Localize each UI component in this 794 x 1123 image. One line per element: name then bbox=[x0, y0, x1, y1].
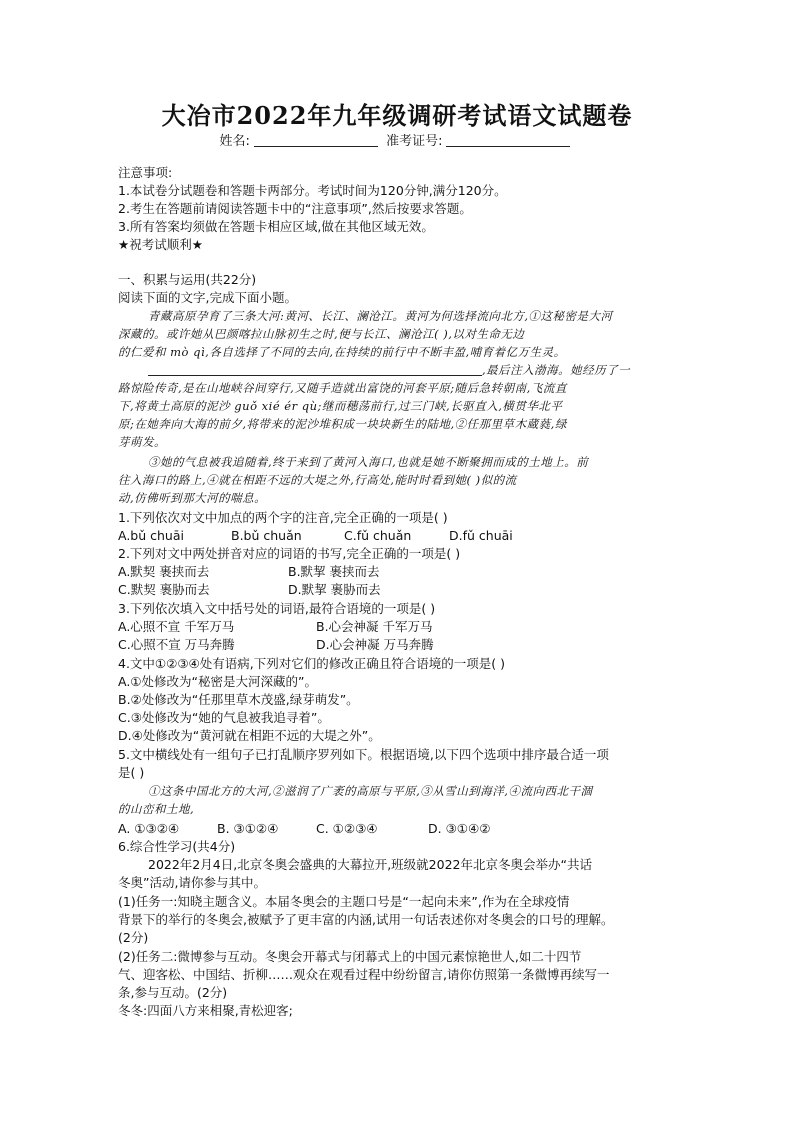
passage-line-6: 下,将黄土高原的泥沙 guǒ xié ér qù;继而穗荡前行,过三门峡,长驱直入,横贯华北平 bbox=[118, 399, 563, 413]
q3-stem: 3.下列依次填入文中括号处的词语,最符合语境的一项是( ) bbox=[118, 601, 436, 616]
q3-option-c[interactable]: C.心照不宣 万马奔腾 bbox=[118, 637, 235, 652]
q5-stem-line-1: 5.文中横线处有一组句子已打乱顺序罗列如下。根据语境,以下四个选项中排序最合适一项 bbox=[118, 747, 609, 762]
q4-option-d[interactable]: D.④处修改为“黄河就在相距不远的大堤之外”。 bbox=[118, 728, 381, 743]
q3-option-d[interactable]: D.心会神凝 万马奔腾 bbox=[316, 637, 434, 652]
q6-intro-line-1: 2022年2月4日,北京冬奥会盛典的大幕拉开,班级就2022年北京冬奥会举办“共话 bbox=[148, 857, 592, 872]
q6-task1-line-1: (1)任务一:知晓主题含义。本届冬奥会的主题口号是“一起向未来”,作为在全球疫情 bbox=[118, 894, 570, 909]
q6-heading: 6.综合性学习(共4分) bbox=[118, 839, 236, 854]
q3-option-a[interactable]: A.心照不宣 千军万马 bbox=[118, 619, 235, 634]
q5-option-d[interactable]: D. ③①④② bbox=[428, 821, 491, 836]
q5-option-b[interactable]: B. ③①②④ bbox=[217, 821, 279, 836]
passage-line-9: ③她的气息被我追随着,终于来到了黄河入海口,也就是她不断聚拥而成的土地上。前 bbox=[148, 455, 589, 469]
q3-option-b[interactable]: B.心会神凝 千军万马 bbox=[316, 619, 433, 634]
q6-task1-line-3: (2分) bbox=[118, 930, 149, 945]
notice-wish: ★祝考试顺利★ bbox=[118, 237, 203, 252]
notice-item-1: 1.本试卷分试题卷和答题卡两部分。考试时间为120分钟,满分120分。 bbox=[118, 183, 507, 198]
passage-line-8: 芽萌发。 bbox=[118, 435, 166, 449]
q4-option-a[interactable]: A.①处修改为“秘密是大河深藏的”。 bbox=[118, 674, 317, 689]
q6-example-weibo: 冬冬:四面八方来相聚,青松迎客; bbox=[118, 1003, 293, 1018]
q1-stem: 1.下列依次对文中加点的两个字的注音,完全正确的一项是( ) bbox=[118, 510, 448, 525]
q6-task1-line-2: 背景下的举行的冬奥会,被赋予了更丰富的内涵,试用一句话表述你对冬奥会的口号的理解。 bbox=[118, 912, 614, 927]
q5-option-a[interactable]: A. ①③②④ bbox=[118, 821, 180, 836]
passage-line-10: 往入海口的路上,④就在相距不远的大堤之外,行高处,能时时看到她( )似的流 bbox=[118, 473, 517, 487]
q2-option-c[interactable]: C.默契 裹胁而去 bbox=[118, 582, 210, 597]
reading-intro: 阅读下面的文字,完成下面小题。 bbox=[118, 290, 297, 305]
passage-line-7: 原;在她奔向大海的前夕,将带来的泥沙堆积成一块块新生的陆地,②任那里草木蔵蕤,绿 bbox=[118, 417, 567, 431]
passage-line-2: 深藏的。或许她从巴颜喀拉山脉初生之时,便与长江、澜沧江( ),以对生命无边 bbox=[118, 327, 525, 341]
q1-option-c[interactable]: C.fǔ chuǎn bbox=[344, 528, 412, 543]
q6-task2-line-1: (2)任务二:微博参与互动。冬奥会开幕式与闭幕式上的中国元素惊艳世人,如二十四节 bbox=[118, 949, 582, 964]
passage-answer-blank[interactable] bbox=[148, 363, 482, 376]
name-blank[interactable] bbox=[254, 134, 378, 147]
section-heading: 一、积累与运用(共22分) bbox=[118, 272, 257, 287]
q6-task2-line-3: 条,参与互动。(2分) bbox=[118, 985, 228, 1000]
q1-option-a[interactable]: A.bǔ chuāi bbox=[118, 528, 184, 543]
q4-option-b[interactable]: B.②处修改为“任那里草木茂盛,绿芽萌发”。 bbox=[118, 692, 359, 707]
q5-option-c[interactable]: C. ①②③④ bbox=[316, 821, 378, 836]
q5-sentences-line-2: 的山峦和土地, bbox=[118, 802, 195, 816]
q2-option-a[interactable]: A.默契 裹挟而去 bbox=[118, 564, 210, 579]
notice-heading: 注意事项: bbox=[118, 165, 173, 180]
exam-title: 大冶市2022年九年级调研考试语文试题卷 bbox=[161, 101, 633, 130]
notice-item-2: 2.考生在答题前请阅读答题卡中的“注意事项”,然后按要求答题。 bbox=[118, 201, 472, 216]
candidate-info-bar bbox=[0, 130, 794, 149]
notice-item-3: 3.所有答案均须做在答题卡相应区域,做在其他区域无效。 bbox=[118, 219, 434, 234]
passage-line-1: 青藏高原孕育了三条大河:黄河、长江、澜沧江。黄河为何选择流向北方,①这秘密是大河 bbox=[148, 309, 613, 323]
q5-stem-line-2: 是( ) bbox=[118, 765, 145, 780]
passage-line-3: 的仁爱和 mò qì,各自选择了不同的去向,在持续的前行中不断丰盈,哺育着亿万生灵。 bbox=[118, 345, 566, 359]
q2-option-d[interactable]: D.默挈 裹胁而去 bbox=[288, 582, 381, 597]
q4-stem: 4.文中①②③④处有语病,下列对它们的修改正确且符合语境的一项是( ) bbox=[118, 656, 505, 671]
q6-task2-line-2: 气、迎客松、中国结、折柳……观众在观看过程中纷纷留言,请你仿照第一条微博再续写一 bbox=[118, 967, 610, 982]
passage-line-4-text: ,最后注入渤海。她经历了一 bbox=[482, 363, 631, 377]
q2-option-b[interactable]: B.默挈 裹挟而去 bbox=[288, 564, 380, 579]
q4-option-c[interactable]: C.③处修改为“她的气息被我追寻着”。 bbox=[118, 710, 330, 725]
passage-line-4 bbox=[148, 362, 630, 379]
q1-option-b[interactable]: B.bǔ chuǎn bbox=[231, 528, 302, 543]
name-label: 姓名: bbox=[219, 134, 250, 149]
q2-stem: 2.下列对文中两处拼音对应的词语的书写,完全正确的一项是( ) bbox=[118, 546, 461, 561]
id-label: 准考证号: bbox=[386, 134, 443, 149]
passage-line-5: 路惊险传奇,是在山地峡谷间穿行,又随手造就出富饶的河套平原;随后急转朝南,飞流直 bbox=[118, 381, 567, 395]
q1-option-d[interactable]: D.fǔ chuāi bbox=[449, 528, 513, 543]
q6-intro-line-2: 冬奥”活动,请你参与其中。 bbox=[118, 875, 266, 890]
id-blank[interactable] bbox=[446, 134, 570, 147]
passage-line-11: 动,仿佛听到那大河的喘息。 bbox=[118, 491, 267, 505]
q5-sentences-line-1: ①这条中国北方的大河,②滋润了广袤的高原与平原,③从雪山到海洋,④流向西北干涸 bbox=[148, 784, 593, 798]
